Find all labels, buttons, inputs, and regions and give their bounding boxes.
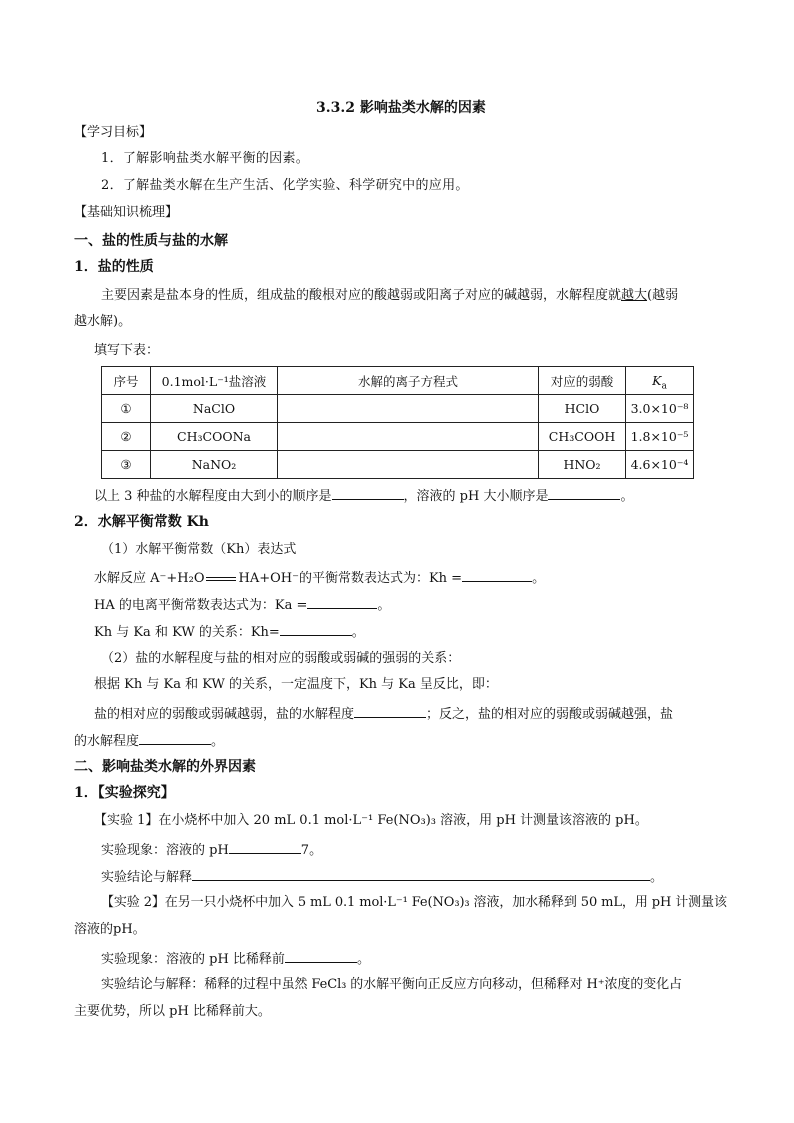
salt-nature-paragraph	[101, 287, 678, 305]
basics-heading: 【基础知识梳理】	[74, 205, 179, 220]
salt-nature-answer: 越大	[621, 288, 648, 303]
ka-expression-line	[94, 595, 390, 615]
order-blank-1[interactable]	[332, 486, 404, 500]
table-header-row	[102, 367, 694, 395]
exp1-obs-blank[interactable]	[229, 840, 301, 854]
experiment-2-observation	[101, 949, 370, 969]
degree-text-d: 。	[211, 734, 225, 749]
hydrolysis-equation-right: HA+OH⁻的平衡常数表达式为：Kh =	[238, 571, 463, 586]
page-title: 3.3.2 影响盐类水解的因素	[316, 100, 486, 116]
goal-item-2: 2．了解盐类水解在生产生活、化学实验、科学研究中的应用。	[101, 178, 469, 193]
row-ka: 1.8×10⁻⁵	[626, 423, 694, 451]
row-acid: HClO	[539, 395, 626, 423]
salt-nature-text: 主要因素是盐本身的性质，组成盐的酸根对应的酸越弱或阳离子对应的碱越弱，水解程度就	[101, 288, 622, 303]
row-acid: CH₃COOH	[539, 423, 626, 451]
degree-blank-2[interactable]	[139, 731, 211, 745]
exp1-con-text: 实验结论与解释	[101, 870, 193, 885]
order-question	[94, 486, 634, 506]
header-index: 序号	[102, 367, 151, 395]
salt-nature-text-end: (越弱	[647, 288, 679, 303]
kh-question-2: （2）盐的水解程度与盐的相对应的弱酸或弱碱的强弱的关系：	[101, 651, 461, 666]
row-equation-blank[interactable]	[278, 395, 539, 423]
exp2-obs-end: 。	[356, 952, 370, 967]
section-1-heading: 一、盐的性质与盐的水解	[74, 233, 228, 249]
row-salt: NaNO₂	[151, 451, 278, 479]
experiment-1-observation	[101, 840, 322, 860]
ka-blank[interactable]	[307, 595, 377, 609]
kh-blank[interactable]	[462, 568, 532, 582]
row-ka: 4.6×10⁻⁴	[626, 451, 694, 479]
goals-heading: 【学习目标】	[74, 125, 153, 140]
row-index: ③	[102, 451, 151, 479]
row-salt: NaClO	[151, 395, 278, 423]
kh-expression-line	[94, 568, 545, 588]
hydrolysis-degree-line-cont	[74, 731, 224, 751]
order-blank-2[interactable]	[548, 486, 620, 500]
header-ka: $K_a$	[626, 367, 694, 395]
equilibrium-arrow-icon	[204, 574, 238, 584]
relation-blank[interactable]	[280, 622, 352, 636]
row-index: ①	[102, 395, 151, 423]
experiment-1: 【实验 1】在小烧杯中加入 20 mL 0.1 mol·L⁻¹ Fe(NO₃)₃ 溶液，用 pH 计测量该溶液的 pH。	[94, 813, 648, 828]
kh-question-1: （1）水解平衡常数（Kh）表达式	[101, 542, 297, 557]
salt-table	[101, 366, 694, 479]
relation-end: 。	[351, 625, 365, 640]
header-equation: 水解的离子方程式	[278, 367, 539, 395]
table-row	[102, 451, 694, 479]
ka-text: HA 的电离平衡常数表达式为：Ka =	[94, 598, 308, 613]
row-acid: HNO₂	[539, 451, 626, 479]
section-2-1-heading: 1．【实验探究】	[74, 785, 175, 801]
inverse-relation-line: 根据 Kh 与 Ka 和 KW 的关系，一定温度下，Kh 与 Ka 呈反比，即：	[94, 677, 498, 692]
table-row	[102, 423, 694, 451]
row-salt: CH₃COONa	[151, 423, 278, 451]
hydrolysis-equation-left: 水解反应 A⁻+H₂O	[94, 571, 205, 586]
degree-text-a: 盐的相对应的弱酸或弱碱越弱，盐的水解程度	[94, 707, 355, 722]
salt-nature-paragraph-cont: 越水解)。	[74, 314, 132, 329]
goal-item-1: 1．了解影响盐类水解平衡的因素。	[101, 151, 310, 166]
kh-end: 。	[532, 571, 546, 586]
header-salt: 0.1mol·L⁻¹盐溶液	[151, 367, 278, 395]
kh-ka-kw-line	[94, 622, 365, 642]
fill-table-instruction: 填写下表：	[94, 343, 160, 358]
degree-blank-1[interactable]	[354, 704, 426, 718]
exp1-obs-text: 实验现象：溶液的 pH	[101, 843, 229, 858]
section-1-1-heading: 1．盐的性质	[74, 259, 154, 275]
section-2-heading: 二、影响盐类水解的外界因素	[74, 759, 256, 775]
row-equation-blank[interactable]	[278, 451, 539, 479]
row-ka: 3.0×10⁻⁸	[626, 395, 694, 423]
header-acid: 对应的弱酸	[539, 367, 626, 395]
order-text-c: 。	[620, 489, 634, 504]
hydrolysis-degree-line	[94, 704, 673, 724]
experiment-2: 【实验 2】在另一只小烧杯中加入 5 mL 0.1 mol·L⁻¹ Fe(NO₃)₃ 溶液，加水稀释到 50 mL，用 pH 计测量该	[101, 895, 727, 910]
relation-text: Kh 与 Ka 和 KW 的关系：Kh=	[94, 625, 280, 640]
exp1-con-end: 。	[650, 870, 664, 885]
order-text-b: ，溶液的 pH 大小顺序是	[403, 489, 549, 504]
row-index: ②	[102, 423, 151, 451]
order-text-a: 以上 3 种盐的水解程度由大到小的顺序是	[94, 489, 332, 504]
exp1-con-blank[interactable]	[192, 867, 650, 881]
experiment-1-conclusion	[101, 867, 663, 887]
row-equation-blank[interactable]	[278, 423, 539, 451]
degree-text-b: ；反之，盐的相对应的弱酸或弱碱越强，盐	[426, 707, 674, 722]
exp1-obs-end: 7。	[300, 843, 323, 858]
experiment-2-conclusion: 实验结论与解释：稀释的过程中虽然 FeCl₃ 的水解平衡向正反应方向移动，但稀释对 H⁺浓度的变化占	[101, 977, 682, 992]
ka-end: 。	[377, 598, 391, 613]
section-1-2-heading: 2．水解平衡常数 Kh	[74, 514, 209, 530]
experiment-2-cont: 溶液的pH。	[74, 922, 146, 937]
degree-text-c: 的水解程度	[74, 734, 140, 749]
table-row	[102, 395, 694, 423]
exp2-obs-blank[interactable]	[285, 949, 357, 963]
experiment-2-conclusion-cont: 主要优势，所以 pH 比稀释前大。	[74, 1004, 271, 1019]
exp2-obs-text: 实验现象：溶液的 pH 比稀释前	[101, 952, 285, 967]
